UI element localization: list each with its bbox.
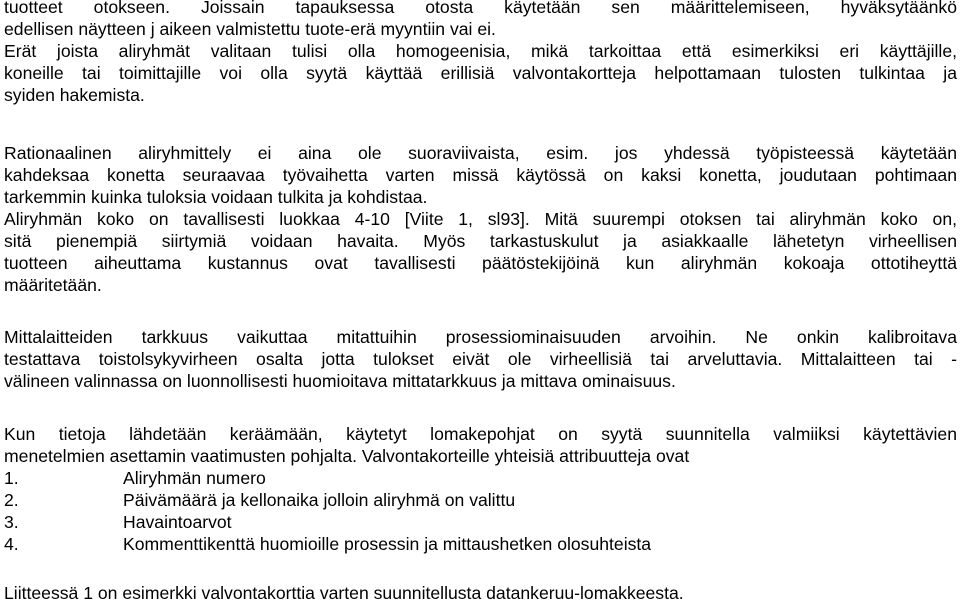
text-line: Liitteessä 1 on esimerkki valvontakorttia varten suunnitellusta datankeruu-lomakkeesta. [4,583,684,603]
list-item [4,489,944,511]
list-item [4,533,944,555]
text-line: määritetään. [4,275,102,295]
paragraph-rational-subgrouping [4,142,957,208]
list-number: 2. [4,490,19,510]
text-line: sitä pienempiä siirtymiä voidaan havaita. Myös tarkastuskulut ja asiakkaalle lähetetyn virheellisen [4,231,957,251]
list-text: Päivämäärä ja kellonaika jolloin aliryhmä on valittu [123,490,516,510]
paragraph-appendix-note [4,582,957,604]
list-text: Aliryhmän numero [123,468,266,488]
text-line: testattava toistolsykyvirheen osalta jotta tulokset eivät ole virheellisiä tai arveluttavia. Mittalaitteen tai - [4,349,957,369]
text-line: Kun tietoja lähdetään keräämään, käytetyt lomakepohjat on syytä suunnitella valmiiksi käytettävien [4,424,957,444]
text-line: Rationaalinen aliryhmittely ei aina ole suoraviivaista, esim. jos yhdessä työpisteessä käytetään [4,143,957,163]
text-line: edellisen näytteen j aikeen valmistettu tuote-erä myyntiin vai ei. [4,19,496,39]
text-line: tarkemmin kuinka tuloksia voidaan tulkita ja kohdistaa. [4,187,428,207]
paragraph-subgroup-size [4,208,957,296]
list-number: 3. [4,512,19,532]
text-line: syiden hakemista. [4,85,145,105]
text-line: menetelmien asettamin vaatimusten pohjalta. Valvontakorteille yhteisiä attribuutteja ovat [4,446,690,466]
text-line: kahdeksaa konetta seuraavaa työvaihetta varten missä käytössä on kaksi konetta, joudutaan pohtimaan [4,165,957,185]
text-line: tuotteen aiheuttama kustannus ovat tavallisesti päätöstekijöinä kun aliryhmän kokoaja ottotiheyttä [4,253,957,273]
text-line: Mittalaitteiden tarkkuus vaikuttaa mitattuihin prosessiominaisuuden arvoihin. Ne onkin kalibroitava [4,327,957,347]
list-item [4,511,944,533]
text-line: välineen valinnassa on luonnollisesti huomioitava mittatarkkuus ja mittava ominaisuus. [4,371,676,391]
list-item [4,467,944,489]
list-number: 4. [4,534,19,554]
paragraph-intro [4,0,957,40]
paragraph-homogeneous-lots [4,40,957,106]
paragraph-data-collection [4,423,957,467]
text-line: Aliryhmän koko on tavallisesti luokkaa 4-10 [Viite 1, sl93]. Mitä suurempi otoksen tai aliryhmän koko on, [4,209,957,229]
text-line: Erät joista aliryhmät valitaan tulisi olla homogeenisia, mikä tarkoittaa että esimerkiksi eri käyttäjille, [4,41,957,61]
list-text: Havaintoarvot [123,512,232,532]
list-number: 1. [4,468,19,488]
paragraph-measurement-accuracy [4,326,957,392]
list-text: Kommenttikenttä huomioille prosessin ja mittaushetken olosuhteista [123,534,652,554]
text-line: koneille tai toimittajille voi olla syytä käyttää erillisiä valvontakortteja helpottamaan tulosten tulkintaa ja [4,63,957,83]
text-line: tuotteet otokseen. Joissain tapauksessa otosta käytetään sen määrittelemiseen, hyväksytäänkö [4,0,957,17]
